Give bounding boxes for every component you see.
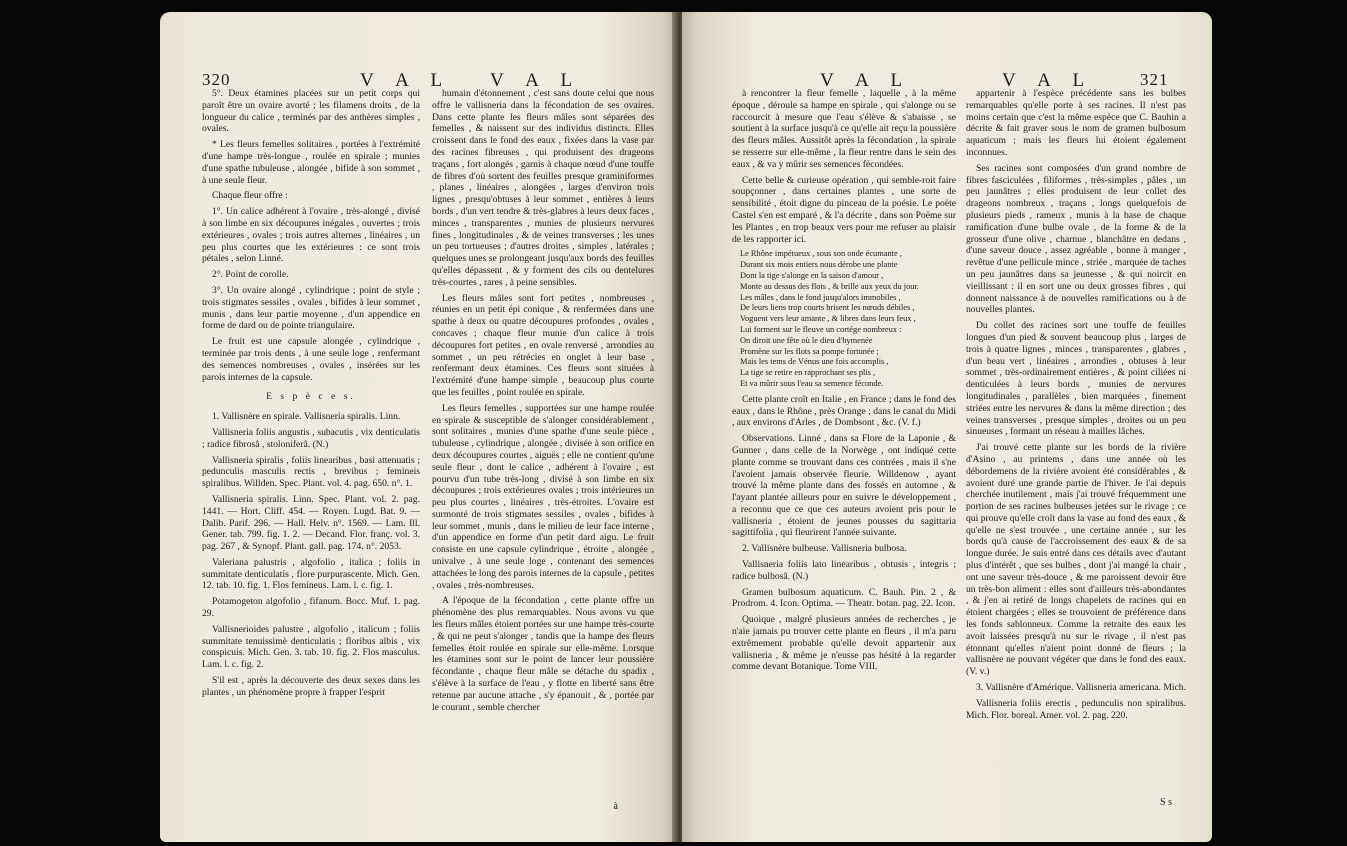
paragraph: Valeriana palustris , algofolio , italica ; foliis in summitate denticulatis , flore purpurascente. Mich. Gen. 12. tab. 10. fig. 1. Flos femineus. Lam. l. c. fig. 1. (202, 556, 420, 592)
paragraph: humain d'étonnement , c'est sans doute celui que nous offre le vallisneria dans la fécondation de ses ovaires. Dans cette plante les fleurs mâles sont séparées des femelles , & naissent sur des individus distincts. Elles croissent dans le fond des eaux , fixées dans la vase par des racines fibreuses , qui produisent des drageons traçans , fort alongés , garnis à chaque nœud d'une touffe de fibres d'où sortent des feuilles presque graminiformes , planes , linéaires , alongées , larges d'environ trois lignes , presqu'obtuses à leur sommet , entières à leurs bords , d'un vert tendre & très-glabres à leurs deux faces , minces , transparentes , munies de plusieurs nervures fines , longitudinales , & de veines transverses ; les unes un peu tortueuses ; d'autres droites , simples , latérales ; quelques unes se prolongeant jusqu'aux bords des feuilles qu'elles dépassent , & y forment des cils ou dentelures très-courtes , rares , à peine sensibles. (432, 88, 654, 288)
paragraph: 1. Vallisnère en spirale. Vallisneria spiralis. Linn. (212, 411, 401, 423)
verse-line: Lui forment sur le fleuve un cortége nombreux : (740, 324, 902, 334)
left-column-2 (432, 88, 654, 717)
poem-verse (732, 249, 956, 389)
open-book (160, 12, 1212, 842)
catchword: à (613, 801, 618, 812)
paragraph: E s p è c e s. (266, 391, 356, 403)
paragraph: Les fleurs femelles , supportées sur une hampe roulée en spirale & susceptible de s'alonger considérablement , sont solitaires , munies d'une spathe d'une seule pièce , tubuleuse , cylindrique , alongée , divisée à son orifice en deux découpures courtes , aiguës ; elle ne contient qu'une seule fleur , dont le calice , adhérent à l'ovaire , est pourvu d'un tube très-long , divisé à son limbe en six découpures ; trois extérieures ovales ; trois intérieures un peu plus courtes , linéaires , très-étroites. L'ovaire est surmonté de trois stigmates sessiles , ovales , bifides à leur sommet , munis , dans le milieu de leur face interne , d'un appendice en forme d'un petit dard aigu. Le fruit consiste en une capsule cylindrique , étroite , alongée , univalve , à une seule loge , contenant des semences attachées le long des parois internes de la capsule , petites , ovales , très-nombreuses. (432, 402, 654, 591)
paragraph: Les fleurs mâles sont fort petites , nombreuses , réunies en un petit épi conique , & renfermées dans une spathe à deux ou quatre découpures profondes , ovales , concaves ; chaque fleur munie d'un calice à trois découpures fort petites , en ovale renversé , arrondies au sommet , un peu rétrécies en onglet à leur base , renfermant deux étamines. Ces fleurs sont situées à l'extrémité d'une hampe simple , beaucoup plus courte que les feuilles , point roulée en spirale. (432, 292, 654, 398)
verse-line: La tige se retire en rapprochant ses plis , (740, 368, 876, 378)
paragraph: 3°. Un ovaire alongé , cylindrique ; point de style ; trois stigmates sessiles , ovales , bifides à leur sommet , munis , dans leur partie moyenne , d'un appendice en forme de dard ou de pointe triangulaire. (202, 284, 420, 332)
left-running-head: V A L (360, 70, 452, 91)
right-running-head: V A L (820, 70, 912, 91)
right-page (682, 12, 1212, 842)
verse-line: Monte au dessus des flots , & brille aux yeux du jour. (740, 281, 919, 291)
signature-mark: S s (1160, 797, 1172, 808)
right-column-1 (732, 88, 956, 677)
paragraph: * Les fleurs femelles solitaires , portées à l'extrémité d'une hampe très-longue , roulée en spirale ; munies d'une spathe tubuleuse , alongée , bifide à son sommet , à une seule fleur. (202, 139, 420, 186)
verse-line: On diroit une fête où le dieu d'hymenée (740, 335, 873, 345)
paragraph: 1°. Un calice adhérent à l'ovaire , très-alongé , divisé à son limbe en six découpures inégales , ouvertes ; trois extérieures , ovales ; trois autres alternes , linéaires , un peu plus courtes que les extérieures : ce sont trois pétales , selon Linné. (202, 206, 420, 265)
verse-line: De leurs liens trop courts brisent les nœuds débiles , (740, 303, 915, 313)
verse-line: Et va mûrir sous l'eau sa semence féconde. (740, 378, 884, 388)
paragraph: Du collet des racines sort une touffe de feuilles longues d'un pied & souvent beaucoup plus , larges de trois à quatre lignes , minces , transparentes , glabres , d'un beau vert , linéaires , arrondies , obtuses à leur sommet , très-ordinairement entières , & point ciliées ni denticulées à leurs bords , munies de nervures longitudinales , parallèles , bien marquées , finement striées entre les nervures & dans la même direction ; des veines transverses , presque simples , droites ou un peu sinueuses , formant un réseau à mailles lâches. (966, 320, 1186, 438)
paragraph: Potamogeton algofolio , fifanum. Bocc. Muf. 1. pag. 29. (202, 596, 420, 620)
paragraph: 2°. Point de corolle. (212, 269, 289, 281)
paragraph: Vallisneria foliis lato linearibus , obtusis , integris ; radice bulbosâ. (N.) (732, 559, 956, 582)
right-column-2 (966, 88, 1186, 725)
paragraph: Cette belle & curieuse opération , qui semble-roit faire soupçonner , dans certaines plantes , une sorte de sensibilité , étoit digne du pinceau de la poésie. Le poëte Castel s'en est emparé , & l'a décrite , dans son Poëme sur les Plantes , en trop beaux vers pour me refuser au plaisir de les rapporter ici. (732, 174, 956, 245)
paragraph: 5°. Deux étamines placées sur un petit corps qui paroît être un ovaire avorté ; les filamens droits , de la longueur du calice , terminés par des anthères simples , ovales. (202, 88, 420, 135)
right-running-head-2: V A L (1002, 70, 1094, 91)
verse-line: Dont la tige s'alonge en la saison d'amour , (740, 270, 884, 280)
left-page (160, 12, 678, 842)
paragraph: Ses racines sont composées d'un grand nombre de fibres fasciculées , filiformes , très-simples , pâles , un peu jaunâtres ; elles produisent de leur collet des drageons nombreux , traçans , longs quelquefois de plusieurs pieds , rameux , munis à la base de chaque ramification d'une bulbe ovale , de la forme & de la grosseur d'une olive , charnue , blanchâtre en dedans , d'une saveur douce , assez agréable , bonne à manger , revêtue d'une pellicule mince , striée , marquée de taches un peu jaunâtres dans sa jeunesse , & qui noircit en vieillissant : il en sort une ou deux grosses fibres , qui donnent naissance à de nouvelles ramifications ou à de nouvelles plantes. (966, 162, 1186, 316)
paragraph: Vallisnerioides palustre , algofolio , italicum ; foliis summitate tenuissimè denticulatis ; floribus albis , vix conspicuis. Mich. Gen. 3. tab. 10. fig. 2. Flos masculus. Lam. l. c. fig. 2. (202, 623, 420, 671)
paragraph: Vallisneria spiralis. Linn. Spec. Plant. vol. 2. pag. 1441. — Hort. Cliff. 454. — Royen. Lugd. Bat. 9. — Dalib. Parif. 296. — Hall. Helv. n°. 1569. — Lam. Ill. Gener. tab. 799. fig. 1. 2. — Decand. Flor. franç. vol. 3. pag. 267 , & Synopf. Plant. gall. pag. 174. n°. 2053. (202, 493, 420, 553)
paragraph: Vallisneria spiralis , foliis linearibus , basi attenuatis ; pedunculis masculis rectis , brevibus ; femineis spiralibus. Willden. Spec. Plant. vol. 4. pag. 650. n°. 1. (202, 454, 420, 490)
paragraph: Vallisneria foliis angustis , subacutis , vix denticulatis ; radice fibrosâ , stoloniferâ. (N.) (202, 426, 420, 450)
paragraph: Le fruit est une capsule alongée , cylindrique , terminée par trois dents , à une seule loge , renfermant des semences nombreuses , ovales , insérées sur les parois internes de la capsule. (202, 336, 420, 383)
paragraph: A l'époque de la fécondation , cette plante offre un phénomène des plus remarquables. Nous avons vu que les fleurs mâles étoient portées sur une hampe très-courte , & qui ne peut s'alonger , tandis que la hampe des fleurs femelles étoit roulée en spirale sur elle-même. Lorsque les étamines sont sur le point de lancer leur poussière fécondante , chaque fleur mâle se détache du spadix , s'élève à la surface de l'eau , y flotte en liberté sans être retenue par aucune attache , s'y épanouit , & , portée par le courant , semble chercher (432, 595, 654, 713)
paragraph: Observations. Linné , dans sa Flore de la Laponie , & Gunner , dans celle de la Norwège , ont indiqué cette plante comme se trouvant dans ces contrées , mais il s'ne l'avoient jamais observée fleurie. Willdenow , ayant trouvé la même plante dans des fossés en automne , & l'ayant plantée ailleurs pour en suivre le développement , a reconnu que ce que ces auteurs avoient pris pour le vallisneria , étoient de jeunes pousses du sagittaria sagittifolia , qui fleurirent l'année suivante. (732, 433, 956, 539)
paragraph: appartenir à l'espèce précédente sans les bulbes remarquables qu'elle porte à ses racines. Il n'est pas moins certain que c'est la même espèce que C. Bauhin a décrite & fait graver sous le nom de gramen bulbosum aquaticum ; mais les fleurs lui étoient également inconnues. (966, 88, 1186, 158)
left-running-head-2: V A L (490, 70, 582, 91)
paragraph: 2. Vallisnère bulbeuse. Vallisneria bulbosa. (742, 543, 907, 555)
paragraph: 3. Vallisnère d'Amérique. Vallisneria americana. Mich. (976, 682, 1186, 694)
paragraph: S'il est , après la découverte des deux sexes dans les plantes , un phénomène propre à frapper l'esprit (202, 675, 420, 698)
paragraph: J'ai trouvé cette plante sur les bords de la rivière d'Asino , au printems , dans une année où les débordemens de la rivière avoient été considérables , & avoient duré une grande partie de l'hiver. Je l'ai depuis cherchée inutilement , mais j'ai trouvé fréquemment une portion de ses racines bulbeuses jetées sur le rivage ; ce qui prouve qu'elle croît dans la vase au fond des eaux , & qu'elle ne s'est trouvée , une certaine année , sur les bords qu'à cause de l'accroissement des eaux & de sa longue durée. Je suis entré dans ces détails avec d'autant plus d'intérêt , que ses bulbes , dont j'ai mangé la chair , ont une saveur très-douce , & me paroissent devoir être un très-bon aliment : elles sont d'ailleurs très-abondantes , & j'en ai retiré de longs chapelets de racines qui en étoient chargées ; elles se trouvoient de préférence dans les fonds sablonneux. Comme la retraite des eaux les avoit laissées presqu'à nu sur le rivage , il n'est pas étonnant qu'elles n'aient point donné de fleurs ; la vallisnère ne pouvant végéter que dans le fond des eaux. (V. v.) (966, 442, 1186, 678)
verse-line: Mais les tems de Vénus une fois accomplis , (740, 357, 889, 367)
paragraph: Chaque fleur offre : (212, 190, 288, 202)
paragraph: Gramen bulbosum aquaticum. C. Bauh. Pin. 2 , & Prodrom. 4. Icon. Optima. — Theatr. botan. pag. 22. Icon. (732, 586, 956, 610)
verse-line: Durant six mois entiers nous dérobe une plante (740, 260, 898, 270)
right-page-number: 321 (1140, 70, 1169, 89)
paragraph: Cette plante croît en Italie , en France ; dans le fond des eaux , dans le Rhône , près Orange ; dans le canal du Midi , aux environs d'Arles , de Dombsont , &c. (V. f.) (732, 393, 956, 429)
paragraph: Quoique , malgré plusieurs années de recherches , je n'aie jamais pu trouver cette plante en fleurs , il m'a paru extrêmement probable qu'elle devoit appartenir aux vallisneria , & même je n'eusse pas hésité à la regarder comme devant Botanique. Tome VIII. (732, 614, 956, 673)
verse-line: Le Rhône impétueux , sous son onde écumante , (740, 249, 902, 259)
verse-line: Voguent vers leur amante , & libres dans leurs feux , (740, 314, 916, 324)
verse-line: Les mâles , dans le fond jusqu'alors immobiles , (740, 292, 901, 302)
left-page-number: 320 (202, 70, 231, 89)
paragraph: à rencontrer la fleur femelle , laquelle , à la même époque , déroule sa hampe en spirale , qui s'alonge ou se raccourcit à mesure que l'eau s'élève & s'abaisse , se soutient à la surface jusqu'à ce qu'elle ait reçu la poussière des fleurs mâles. Aussitôt après la fécondation , la spirale se resserre sur elle-même , la fleur rentre dans le sein des eaux , & va y mûrir ses semences fécondées. (732, 88, 956, 170)
left-column-1 (202, 88, 420, 703)
verse-line: Promène sur les flots sa pompe fortunée ; (740, 346, 879, 356)
paragraph: Vallisneria foliis erectis , pedunculis non spiralibus. Mich. Flor. boreal. Amer. vol. 2. pag. 220. (966, 697, 1186, 721)
